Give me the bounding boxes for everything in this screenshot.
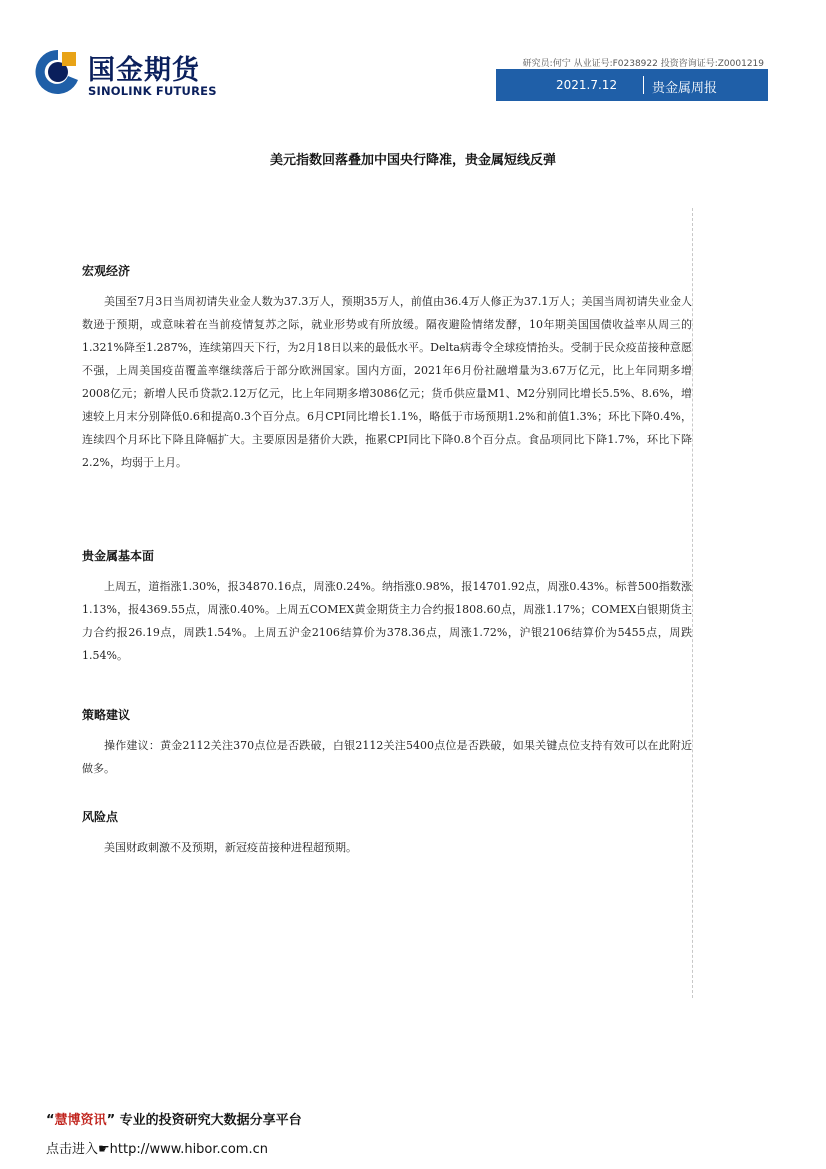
report-type: 贵金属周报 xyxy=(652,81,718,96)
analyst-credentials: 研究员:何宁 从业证号:F0238922 投资咨询证号:Z0001219 xyxy=(522,59,764,69)
footer-tagline: 专业的投资研究大数据分享平台 xyxy=(119,1113,302,1128)
footer-brand: 慧博资讯 xyxy=(54,1113,107,1128)
section-body-risk: 美国财政刺激不及预期，新冠疫苗接种进程超预期。 xyxy=(104,841,357,854)
section-heading-fundamentals: 贵金属基本面 xyxy=(82,549,155,563)
document-title: 美元指数回落叠加中国央行降准，贵金属短线反弹 xyxy=(269,153,556,168)
logo-english-name: SINOLINK FUTURES xyxy=(88,84,217,98)
pointer-hand-icon: ☛ xyxy=(98,1142,110,1157)
margin-rule xyxy=(692,208,693,998)
section-body-macro: 美国至7月3日当周初请失业金人数为37.3万人，预期35万人，前值由36.4万人修正为37.1万人；美国当周初请失业金人数逊于预期，或意味着在当前疫情复苏之际，就业形势或有所放缓。隔夜避险情绪发酵，10年期美国国债收益率从周三的1.321%降至1.287%，连续第四天下行，为2月18日以来的最低水平。Delta病毒令全球疫情抬头。受制于民众疫苗接种意愿不强，上周美国疫苗覆盖率继续落后于部分欧洲国家。国内方面，2021年6月份社融增量为3.67万亿元，比上年同期多增2008亿元；新增人民币贷款2.12万亿元，比上年同期多增3086亿元；货币供应量M1、M2分别同比增长5.5%、8.6%，增速较上月末分别降低0.6和提高0.3个百分点。6月CPI同比增长1.1%，略低于市场预期1.2%和前值1.3%；环比下降0.4%，连续四个月环比下降且降幅扩大。主要原因是猪价大跌，拖累CPI同比下降0.8个百分点。食品项同比下降1.7%，环比下降2.2%，均弱于上月。 xyxy=(82,295,692,469)
footer-link-line[interactable] xyxy=(46,1138,446,1157)
footer-banner xyxy=(46,1109,446,1157)
footer-url[interactable]: http://www.hibor.com.cn xyxy=(109,1142,268,1157)
section-heading-strategy: 策略建议 xyxy=(82,708,131,722)
section-heading-risk: 风险点 xyxy=(82,810,119,824)
sinolink-logo-icon xyxy=(34,46,82,98)
section-macro xyxy=(82,262,692,474)
company-logo xyxy=(34,42,234,106)
bar-divider xyxy=(643,76,644,94)
quote-close: ” xyxy=(106,1113,116,1128)
section-fundamentals xyxy=(82,547,692,667)
quote-open: “ xyxy=(46,1113,55,1128)
section-body-strategy: 操作建议：黄金2112关注370点位是否跌破，白银2112关注5400点位是否跌破，如果关键点位支持有效可以在此附近做多。 xyxy=(82,739,692,775)
report-date: 2021.7.12 xyxy=(556,78,618,92)
section-body-fundamentals: 上周五，道指涨1.30%，报34870.16点，周涨0.24%。纳指涨0.98%，报14701.92点，周涨0.43%。标普500指数涨1.13%，报4369.55点，周涨0.40%。上周五COMEX黄金期货主力合约报1808.60点，周涨1.17%；COMEX白银期货主力合约报26.19点，周跌1.54%。上周五沪金2106结算价为378.36点，周涨1.72%，沪银2106结算价为5455点，周跌1.54%。 xyxy=(82,580,692,662)
section-heading-macro: 宏观经济 xyxy=(82,264,131,278)
section-risk xyxy=(82,808,692,859)
logo-chinese-name: 国金期货 xyxy=(88,55,200,86)
footer-link-text[interactable]: 点击进入 xyxy=(46,1142,99,1157)
section-strategy xyxy=(82,706,692,780)
report-info-bar xyxy=(496,69,768,101)
footer-tagline-line xyxy=(46,1109,446,1128)
